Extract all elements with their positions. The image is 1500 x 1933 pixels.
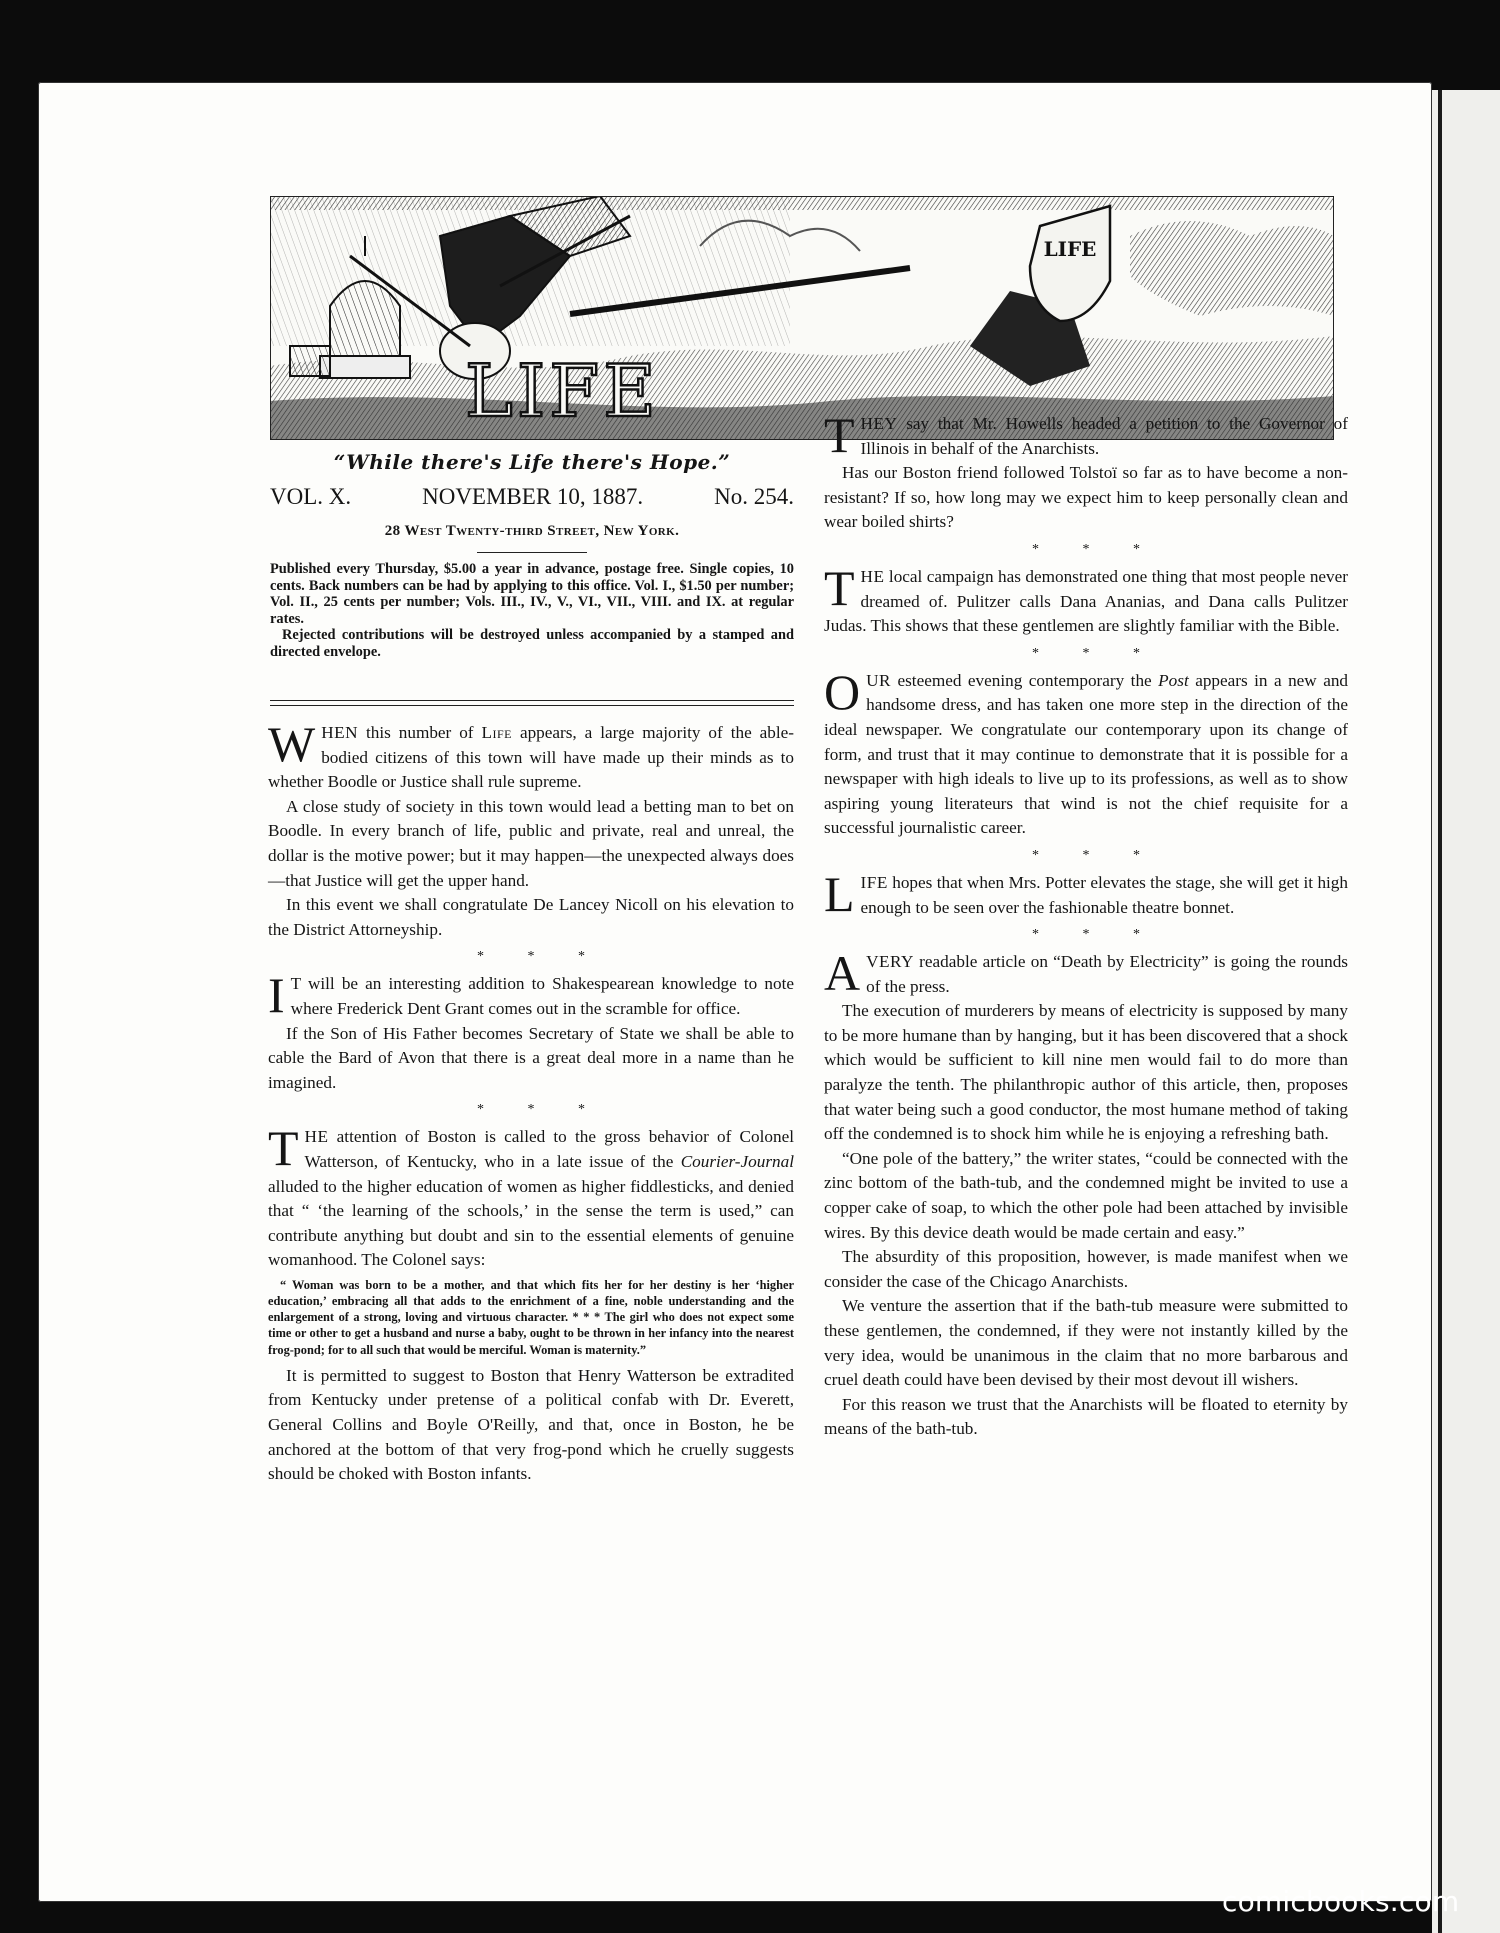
- paragraph: THE local campaign has demonstrated one thing that most people never dreamed of. Pulitzer calls Dana Ananias, and Dana calls Pulitzer Judas. This shows that these gentlemen are slightly familiar with the Bible.: [824, 559, 1348, 636]
- subscription-terms: Published every Thursday, $5.00 a year in advance, postage free. Single copies, 10 cents. Back numbers can be had by applying to this office. Vol. I., $1.50 per number; Vol. II., 25 cents per number; Vols. III., IV., V., VI., VII., VIII. and IX. at regular rates.: [270, 561, 794, 627]
- volume: VOL. X.: [270, 484, 352, 509]
- drop-cap: I: [268, 967, 285, 1024]
- drop-cap: W: [268, 716, 316, 772]
- publisher-address: 28 West Twenty-third Street, New York.: [384, 523, 680, 539]
- article-post: [824, 663, 1349, 841]
- publication-info: [270, 561, 794, 660]
- article-electricity: [824, 945, 1348, 1442]
- paragraph: Has our Boston friend followed Tolstoï so far as to have become a non-resistant? If so, how long may we expect him to keep personally clean and wear boiled shirts?: [824, 463, 1348, 532]
- shield-text: LIFE: [1043, 237, 1097, 261]
- paragraph: WHEN this number of Life appears, a large majority of the able-bodied citizens of this town will have made up their minds as to whether Boodle or Justice shall rule supreme.: [268, 716, 795, 792]
- contributions-notice: Rejected contributions will be destroyed unless accompanied by a stamped and directed envelope.: [270, 627, 794, 660]
- divider: [477, 552, 587, 553]
- masthead-illustration: [270, 196, 1334, 440]
- drop-cap: T: [268, 1120, 299, 1177]
- block-quote: “ Woman was born to be a mother, and that which fits her for her destiny is her ‘higher education,’ embracing all that adds to the enrichment of a fine, noble understanding and the enlargement of a strong, loving and virtuous character. * * * The girl who does not expect some time or other to get a husband and nurse a baby, ought to be thrown in her infancy into the nearest frog-pond; for to all such that would be merciful. Woman is maternity.”: [268, 1277, 794, 1357]
- double-divider: [270, 700, 794, 706]
- paragraph: OUR esteemed evening contemporary the Post appears in a new and handsome dress, and has taken one more step in the direction of the ideal newspaper. We congratulate our contemporary upon its change of form, and trust that it may continue to demonstrate that it is possible for a newspaper with high ideals to live up to its professions, as well as to show aspiring young literateurs that wind is not the chief requisite for a successful journalistic career.: [824, 663, 1349, 838]
- scan-border-top: [0, 0, 1500, 82]
- drop-cap: T: [824, 407, 855, 463]
- paragraph: I T will be an interesting addition to Shakespearean knowledge to note where Frederick Dent Grant comes out in the scramble for office.: [268, 967, 794, 1024]
- paragraph: It is permitted to suggest to Boston that Henry Watterson be extradited from Kentucky under pretense of a political confab with Dr. Everett, General Collins and Boyle O'Reilly, and that, once in Boston, he be anchored at the bottom of that very frog-pond which he cruelly suggests should be choked with Boston infants.: [268, 1365, 794, 1484]
- article-potter: [824, 865, 1348, 922]
- paragraph: THEY say that Mr. Howells headed a petition to the Governor of Illinois in behalf of the Anarchists.: [824, 407, 1348, 463]
- drop-cap: O: [824, 663, 861, 720]
- issue-date: NOVEMBER 10, 1887.: [422, 484, 644, 509]
- motto: “While there's Life there's Hope.”: [333, 450, 731, 474]
- drop-cap: L: [824, 865, 855, 922]
- life-logo: LIFE: [465, 349, 660, 433]
- separator: * * *: [1032, 927, 1140, 943]
- separator: * * *: [1032, 645, 1140, 661]
- article-boodle: [268, 716, 795, 942]
- site-watermark: comicbooks.com: [1222, 1885, 1460, 1918]
- article-campaign: [824, 559, 1348, 639]
- article-grant: [268, 967, 794, 1095]
- separator: * * *: [1032, 541, 1140, 557]
- drop-cap: T: [824, 559, 855, 616]
- paragraph: The execution of murderers by means of electricity is supposed by many to be more humane than by hanging, but it has been discovered that a shock which would be sufficient to kill nine men would fail to do more than paralyze the tenth. The philanthropic author of this article, then, proposes that water being such a good conductor, the most humane method of taking off the condemned is to shock him while he is enjoying a refreshing bath.: [824, 1001, 1348, 1144]
- paragraph: LIFE hopes that when Mrs. Potter elevates the stage, she will get it high enough to be seen over the fashionable theatre bonnet.: [824, 865, 1348, 922]
- separator: * * *: [477, 949, 585, 965]
- article-watterson: [268, 1120, 794, 1487]
- separator: * * *: [477, 1102, 585, 1118]
- paragraph: In this event we shall congratulate De Lancey Nicoll on his elevation to the District Attorneyship.: [268, 895, 794, 939]
- separator: * * *: [1032, 847, 1140, 863]
- left-column: [268, 716, 795, 1487]
- banner-engraving: [270, 196, 1334, 440]
- drop-cap: A: [824, 945, 861, 1002]
- paragraph: A close study of society in this town would lead a betting man to bet on Boodle. In every branch of life, public and private, real and unreal, the dollar is the motive power; but it may happen—the unexpected always does—that Justice will get the upper hand.: [268, 796, 794, 890]
- issue-number: No. 254.: [714, 484, 794, 509]
- paragraph: AVERY readable article on “Death by Electricity” is going the rounds of the press.: [824, 945, 1348, 1002]
- facing-page-edge: [1432, 90, 1500, 1933]
- paragraph: “One pole of the battery,” the writer states, “could be connected with the zinc bottom of the bath-tub, and the condemned might be invited to use a copper cake of soap, to which the other pole had been attached by invisible wires. By this device death would be made certain and easy.”: [824, 1148, 1348, 1242]
- paragraph: THE attention of Boston is called to the gross behavior of Colonel Watterson, of Kentucky, who in a late issue of the Courier-Journal alluded to the higher education of women as higher fiddlesticks, and denied that “ ‘the learning of the schools,’ in the sense the term is used,” can contribute anything but doubt and sin to the essential elements of genuine womanhood. The Colonel says:: [268, 1120, 794, 1270]
- paragraph: If the Son of His Father becomes Secretary of State we shall be able to cable the Bard of Avon that there is a great deal more in a name than he imagined.: [268, 1023, 794, 1092]
- article-howells: [824, 407, 1348, 535]
- right-column: [824, 407, 1349, 1442]
- paragraph: We venture the assertion that if the bath-tub measure were submitted to these gentlemen, the condemned, if they were not instantly killed by the very idea, would be unanimous in the claim that no more barbarous and cruel death could have been devised by their most devout ill wishers.: [824, 1296, 1348, 1390]
- paragraph: The absurdity of this proposition, however, is made manifest when we consider the case of the Chicago Anarchists.: [824, 1247, 1348, 1291]
- issue-line: [270, 484, 794, 510]
- paragraph: For this reason we trust that the Anarchists will be floated to eternity by means of the bath-tub.: [824, 1394, 1348, 1439]
